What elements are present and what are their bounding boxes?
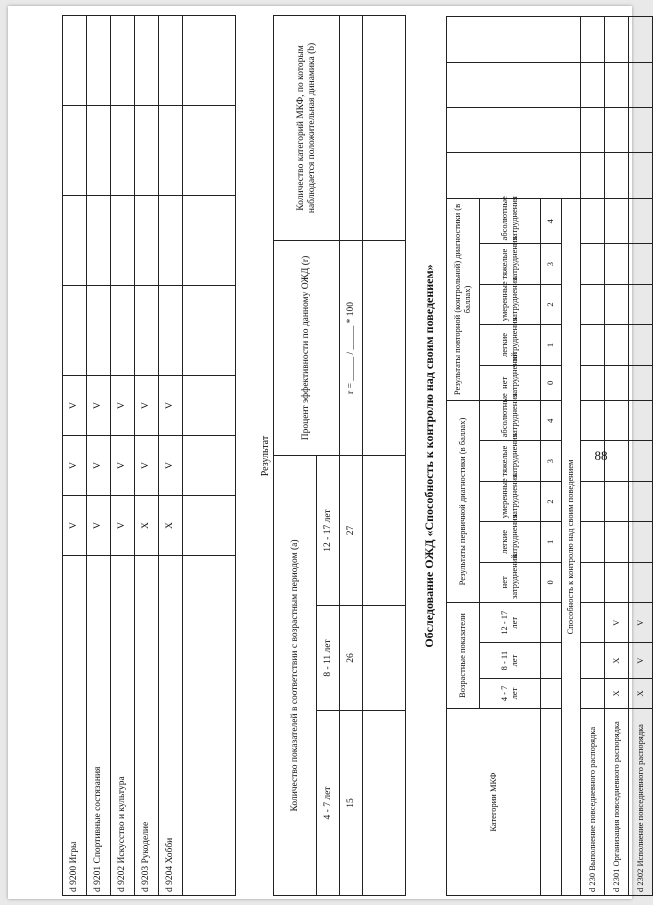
empty-cell <box>605 62 629 107</box>
score-cell <box>581 562 605 602</box>
empty-cell <box>541 643 562 678</box>
grade-header: тяжелые затруднения <box>480 244 541 284</box>
empty-cell <box>541 603 562 643</box>
empty-cell <box>183 16 236 106</box>
score-cell <box>605 441 629 481</box>
age-mark-cell: V <box>629 603 653 643</box>
score-cell <box>135 106 159 196</box>
count-value: 26 <box>340 606 363 711</box>
score-cell <box>629 198 653 244</box>
efficiency-formula: r = _____ / _____ * 100 <box>340 240 363 455</box>
score-cell <box>581 244 605 284</box>
age-mark-cell: V <box>629 643 653 678</box>
score-cell <box>87 106 111 196</box>
age-header: 4 - 7 лет <box>317 711 340 896</box>
primary-header: Результаты первичной диагностики (в баллах) <box>447 401 480 603</box>
empty-cell <box>363 455 406 605</box>
score-header: 4 <box>541 401 562 441</box>
score-cell <box>159 286 183 376</box>
document-page <box>8 6 645 899</box>
category-cell: d 9203 Рукоделие <box>135 556 159 896</box>
score-header: 3 <box>541 441 562 481</box>
category-cell: d 2302 Исполнение повседневного распорядка <box>629 709 653 896</box>
score-cell <box>629 522 653 562</box>
age-mark-cell: V <box>111 496 135 556</box>
age-header: 8 - 11 лет <box>317 606 340 711</box>
table-row <box>605 17 629 896</box>
score-cell <box>605 244 629 284</box>
score-header: 4 <box>541 198 562 244</box>
rotated-content <box>14 16 645 896</box>
score-header: 0 <box>541 365 562 400</box>
section-title: Обследование ОЖД «Способность к контролю над своим поведением» <box>422 264 436 648</box>
grade-header: тяжелые затруднения <box>480 441 541 481</box>
age-mark-cell: V <box>63 496 87 556</box>
empty-cell <box>541 678 562 708</box>
score-cell <box>159 106 183 196</box>
empty-cell <box>183 376 236 436</box>
score-header: 1 <box>541 522 562 562</box>
empty-cell <box>605 17 629 63</box>
empty-cell <box>605 153 629 198</box>
empty-cell <box>363 15 406 240</box>
score-cell <box>629 441 653 481</box>
score-cell <box>605 198 629 244</box>
grade-header: умеренные затруднения <box>480 284 541 324</box>
table-row <box>629 17 653 896</box>
score-header: 0 <box>541 562 562 602</box>
category-cell: d 2301 Организация повседневного распорядка <box>605 709 629 896</box>
score-cell <box>111 286 135 376</box>
age-mark-cell: V <box>135 436 159 496</box>
score-header: 2 <box>541 481 562 521</box>
score-header: 2 <box>541 284 562 324</box>
age-mark-cell: X <box>159 496 183 556</box>
age-mark-cell: X <box>605 643 629 678</box>
table-row <box>63 16 87 896</box>
age-mark-cell: V <box>605 603 629 643</box>
empty-cell <box>629 62 653 107</box>
empty-cell <box>363 606 406 711</box>
age-mark-cell: V <box>87 436 111 496</box>
score-cell <box>63 106 87 196</box>
score-cell <box>159 16 183 106</box>
empty-cell <box>541 709 562 896</box>
empty-cell <box>183 196 236 286</box>
table-row <box>274 15 317 895</box>
score-header: 3 <box>541 244 562 284</box>
age-mark-cell <box>581 678 605 708</box>
table-row <box>159 16 183 896</box>
empty-cell <box>447 62 581 107</box>
score-cell <box>629 481 653 521</box>
age-mark-cell: V <box>111 436 135 496</box>
age-mark-cell <box>581 643 605 678</box>
score-cell <box>629 244 653 284</box>
repeat-header: Результаты повторной (контрольной) диагностики (в баллах) <box>447 198 480 400</box>
grade-header: нет затруднений <box>480 365 541 400</box>
grade-header: абсолютные затруднения <box>480 198 541 244</box>
table-row <box>87 16 111 896</box>
empty-cell <box>581 17 605 63</box>
score-cell <box>629 365 653 400</box>
age-mark-cell: V <box>87 376 111 436</box>
empty-cell <box>363 240 406 455</box>
age-header: 12 - 17 лет <box>480 603 541 643</box>
score-cell <box>63 196 87 286</box>
score-cell <box>135 286 159 376</box>
category-header: Категории МКФ <box>447 709 541 896</box>
category-cell: d 9204 Хобби <box>159 556 183 896</box>
activity-table <box>62 15 236 896</box>
table-row <box>135 16 159 896</box>
table-row <box>363 15 406 895</box>
empty-cell <box>363 711 406 896</box>
grade-header: умеренные затруднения <box>480 481 541 521</box>
score-header: 1 <box>541 325 562 365</box>
age-mark-cell: V <box>87 496 111 556</box>
category-cell: d 230 Выполнение повседневного распорядка <box>581 709 605 896</box>
score-cell <box>581 441 605 481</box>
age-mark-cell: V <box>111 376 135 436</box>
empty-cell <box>183 556 236 896</box>
table-row <box>183 16 236 896</box>
empty-cell <box>629 153 653 198</box>
category-cell: d 9200 Игры <box>63 556 87 896</box>
score-cell <box>111 16 135 106</box>
score-cell <box>605 562 629 602</box>
empty-cell <box>447 17 581 63</box>
count-value: 27 <box>340 455 363 605</box>
score-cell <box>159 196 183 286</box>
empty-cell <box>183 106 236 196</box>
score-cell <box>87 286 111 376</box>
score-cell <box>605 481 629 521</box>
empty-cell <box>605 108 629 153</box>
table-row <box>581 17 605 896</box>
age-header: 12 - 17 лет <box>317 455 340 605</box>
age-mark-cell: V <box>159 376 183 436</box>
age-header: 8 - 11 лет <box>480 643 541 678</box>
category-cell: d 9201 Спортивные состязания <box>87 556 111 896</box>
score-cell <box>581 522 605 562</box>
score-cell <box>605 401 629 441</box>
score-cell <box>135 16 159 106</box>
score-cell <box>605 284 629 324</box>
grade-header: легкие затруднения <box>480 522 541 562</box>
age-mark-cell: X <box>629 678 653 708</box>
score-cell <box>111 106 135 196</box>
table-row <box>340 15 363 895</box>
score-cell <box>629 401 653 441</box>
grade-header: легкие затруднения <box>480 325 541 365</box>
positive-dynamics-header: Количество категорий МКФ, по которым наблюдается положительная динамика (b) <box>274 15 340 240</box>
result-label: Результат <box>260 435 271 477</box>
score-cell <box>605 522 629 562</box>
age-mark-cell: V <box>63 436 87 496</box>
age-header: Возрастные показатели <box>447 603 480 709</box>
empty-cell <box>581 153 605 198</box>
empty-cell <box>629 17 653 63</box>
age-mark-cell: X <box>605 678 629 708</box>
score-cell <box>87 196 111 286</box>
age-mark-cell: X <box>135 496 159 556</box>
efficiency-header: Процент эффективности по данному ОЖД (r) <box>274 240 340 455</box>
count-value: 15 <box>340 711 363 896</box>
age-header: 4 - 7 лет <box>480 678 541 708</box>
age-mark-cell: V <box>63 376 87 436</box>
empty-cell <box>581 108 605 153</box>
age-mark-cell: V <box>159 436 183 496</box>
section-row: Способность к контролю над своим поведением <box>562 198 581 895</box>
score-cell <box>63 286 87 376</box>
age-mark-cell <box>581 603 605 643</box>
table-row <box>111 16 135 896</box>
score-cell <box>629 562 653 602</box>
positive-dynamics-value <box>340 15 363 240</box>
grade-header: нет затруднений <box>480 562 541 602</box>
score-cell <box>87 16 111 106</box>
assessment-table <box>446 16 653 896</box>
empty-cell <box>447 153 581 198</box>
empty-cell <box>183 286 236 376</box>
score-cell <box>629 284 653 324</box>
table-row <box>447 17 480 896</box>
empty-cell <box>581 62 605 107</box>
score-cell <box>629 325 653 365</box>
score-cell <box>581 284 605 324</box>
score-cell <box>581 401 605 441</box>
score-cell <box>111 196 135 286</box>
score-cell <box>581 365 605 400</box>
grade-header: абсолютные затруднения <box>480 401 541 441</box>
score-cell <box>605 365 629 400</box>
score-cell <box>63 16 87 106</box>
count-header: Количество показателей в соответствии с возрастным периодом (a) <box>274 455 317 895</box>
score-cell <box>605 325 629 365</box>
category-cell: d 9202 Искусство и культура <box>111 556 135 896</box>
score-cell <box>581 198 605 244</box>
empty-cell <box>183 496 236 556</box>
empty-cell <box>183 436 236 496</box>
score-cell <box>581 481 605 521</box>
result-table <box>273 15 406 896</box>
score-cell <box>135 196 159 286</box>
page-number: 88 <box>594 448 608 463</box>
empty-cell <box>629 108 653 153</box>
empty-cell <box>447 108 581 153</box>
age-mark-cell: V <box>135 376 159 436</box>
score-cell <box>581 325 605 365</box>
